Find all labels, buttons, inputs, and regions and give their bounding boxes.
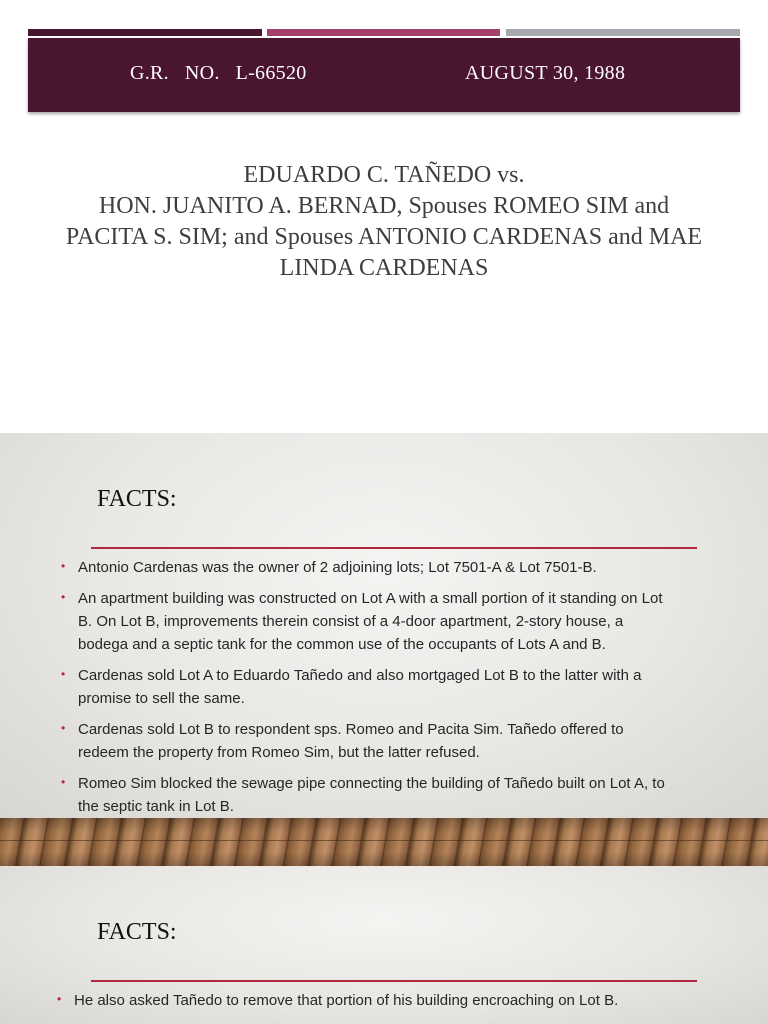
list-item: [60, 664, 720, 710]
bullet-icon: •: [61, 667, 66, 681]
facts-slide-1: [0, 433, 768, 819]
facts-slide-2: [0, 866, 768, 1024]
bullet-text-line: Cardenas sold Lot B to respondent sps. Romeo and Pacita Sim. Tañedo offered to: [78, 721, 624, 738]
list-item: [60, 556, 720, 579]
bullet-text-line: B. On Lot B, improvements therein consist of a 4-door apartment, 2-story house, a: [78, 613, 624, 630]
wood-floor-strip: [0, 818, 768, 866]
bullet-text-line: Cardenas sold Lot A to Eduardo Tañedo and also mortgaged Lot B to the latter with a: [78, 667, 642, 684]
bullet-icon: •: [61, 559, 66, 573]
facts-heading: FACTS:: [97, 919, 177, 945]
heading-divider: [91, 980, 697, 982]
accent-bar-right: [506, 29, 740, 36]
bullet-text-line: promise to sell the same.: [78, 690, 245, 707]
facts-list: [56, 989, 716, 1020]
bullet-text-line: bodega and a septic tank for the common use of the occupants of Lots A and B.: [78, 636, 606, 653]
bullet-icon: •: [61, 721, 66, 735]
accent-bar-middle: [267, 29, 500, 36]
case-number: G.R. NO. L-66520: [130, 62, 307, 84]
title-band: [28, 38, 740, 112]
bullet-icon: •: [57, 992, 62, 1006]
case-title-line: EDUARDO C. TAÑEDO vs.: [243, 162, 525, 188]
case-title-line: PACITA S. SIM; and Spouses ANTONIO CARDENAS and MAE: [65, 224, 703, 250]
case-title-line: LINDA CARDENAS: [279, 255, 489, 281]
accent-bar-left: [28, 29, 262, 36]
bullet-icon: •: [61, 775, 66, 789]
facts-heading: FACTS:: [97, 486, 177, 512]
bullet-text-line: Romeo Sim blocked the sewage pipe connecting the building of Tañedo built on Lot A, to: [78, 775, 665, 792]
case-title: [20, 160, 748, 284]
case-title-line: HON. JUANITO A. BERNAD, Spouses ROMEO SIM and: [98, 193, 670, 219]
bullet-icon: •: [61, 590, 66, 604]
list-item: [56, 989, 716, 1012]
case-date: AUGUST 30, 1988: [465, 62, 626, 84]
list-item: [60, 772, 720, 818]
list-item: [60, 718, 720, 764]
list-item: [60, 587, 720, 656]
bullet-text-line: Antonio Cardenas was the owner of 2 adjoining lots; Lot 7501-A & Lot 7501-B.: [78, 559, 597, 576]
bullet-text-line: redeem the property from Romeo Sim, but the latter refused.: [78, 744, 480, 761]
title-slide: [0, 0, 768, 433]
bullet-text-line: He also asked Tañedo to remove that portion of his building encroaching on Lot B.: [74, 992, 619, 1009]
facts-list: [60, 556, 720, 826]
heading-divider: [91, 547, 697, 549]
bullet-text-line: the septic tank in Lot B.: [78, 798, 234, 815]
bullet-text-line: An apartment building was constructed on Lot A with a small portion of it standing on Lot: [78, 590, 663, 607]
